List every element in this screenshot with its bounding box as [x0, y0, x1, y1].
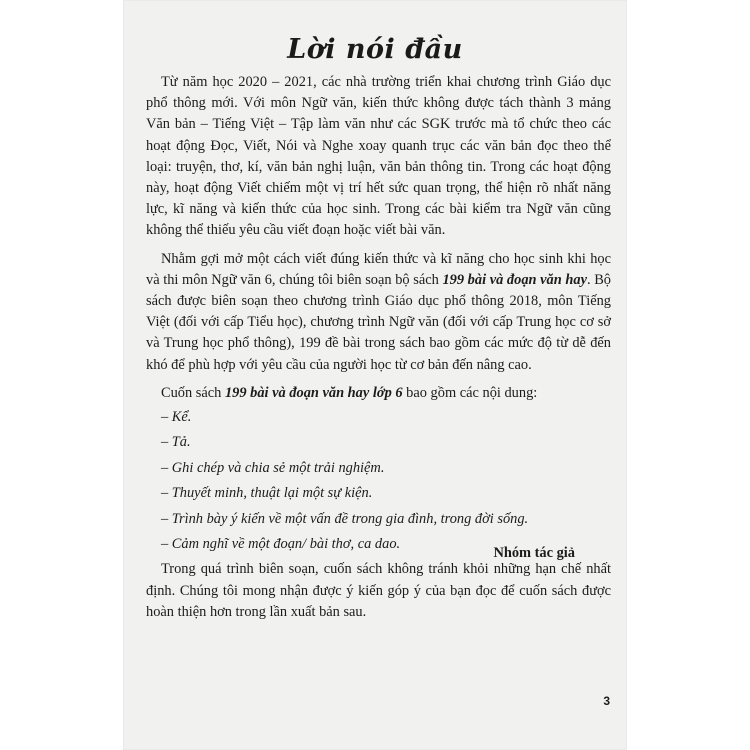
- list-item: – Cảm nghĩ về một đoạn/ bài thơ, ca dao.: [161, 536, 401, 552]
- page-title: Lời nói đầu: [287, 34, 463, 65]
- paragraph-intro: Từ năm học 2020 – 2021, các nhà trường triển khai chương trình Giáo dục phổ thông mới. Với môn Ngữ văn, kiến thức không được tách thành 3 mảng Văn bản – Tiếng Việt – Tập làm văn như các SGK trước mà tổ chức theo các hoạt động Đọc, Viết, Nói và Nghe xoay quanh trục các văn bản đọc theo thể loại: truyện, thơ, kí, văn bản nghị luận, văn bản thông tin. Trong các hoạt động này, hoạt động Viết chiếm một vị trí hết sức quan trọng, thể hiện rõ nhất năng lực, kĩ năng và kiến thức của học sinh. Trong các bài kiểm tra Ngữ văn cũng không thể thiếu yêu cầu viết đoạn hoặc viết bài văn.: [146, 74, 611, 239]
- book-page: [123, 0, 627, 750]
- paragraph-purpose: [146, 249, 611, 376]
- paragraph-contents-after: bao gồm các nội dung:: [402, 384, 538, 401]
- book-title-mention: 199 bài và đoạn văn hay: [442, 271, 587, 288]
- book-title-mention-grade: 199 bài và đoạn văn hay lớp 6: [224, 384, 403, 401]
- contents-list: [146, 407, 611, 555]
- page-body: [146, 72, 611, 623]
- paragraph-contents: [146, 383, 611, 404]
- page-number: 3: [603, 694, 610, 708]
- paragraph-contents-before: Cuốn sách: [161, 384, 225, 401]
- list-item: – Ghi chép và chia sẻ một trải nghiệm.: [161, 459, 385, 476]
- paragraph-purpose-before: Nhằm gợi mở một cách viết đúng kiến thức và kĩ năng cho học sinh khi học và thi môn Ngữ văn 6, chúng tôi biên soạn bộ sách: [146, 250, 611, 288]
- signature: Nhóm tác giả: [493, 545, 575, 561]
- list-item: – Tả.: [161, 434, 191, 451]
- paragraph-closing: Trong quá trình biên soạn, cuốn sách không tránh khỏi những hạn chế nhất định. Chúng tôi mong nhận được ý kiến góp ý của bạn đọc để cuốn sách được hoàn thiện hơn trong lần xuất bản sau.: [146, 561, 611, 620]
- list-item: – Thuyết minh, thuật lại một sự kiện.: [161, 485, 373, 502]
- list-item: – Trình bày ý kiến về một vấn đề trong gia đình, trong đời sống.: [161, 510, 529, 527]
- list-item: – Kể.: [161, 409, 192, 426]
- paragraph-purpose-after: . Bộ sách được biên soạn theo chương trình Giáo dục phổ thông 2018, môn Tiếng Việt (đối với cấp Tiểu học), chương trình Ngữ văn (đối với cấp Trung học cơ sở và Trung học phổ thông), 199 đề bài trong sách bao gồm các mức độ từ dễ đến khó để phù hợp với yêu cầu của người học từ cơ bản đến nâng cao.: [146, 271, 611, 373]
